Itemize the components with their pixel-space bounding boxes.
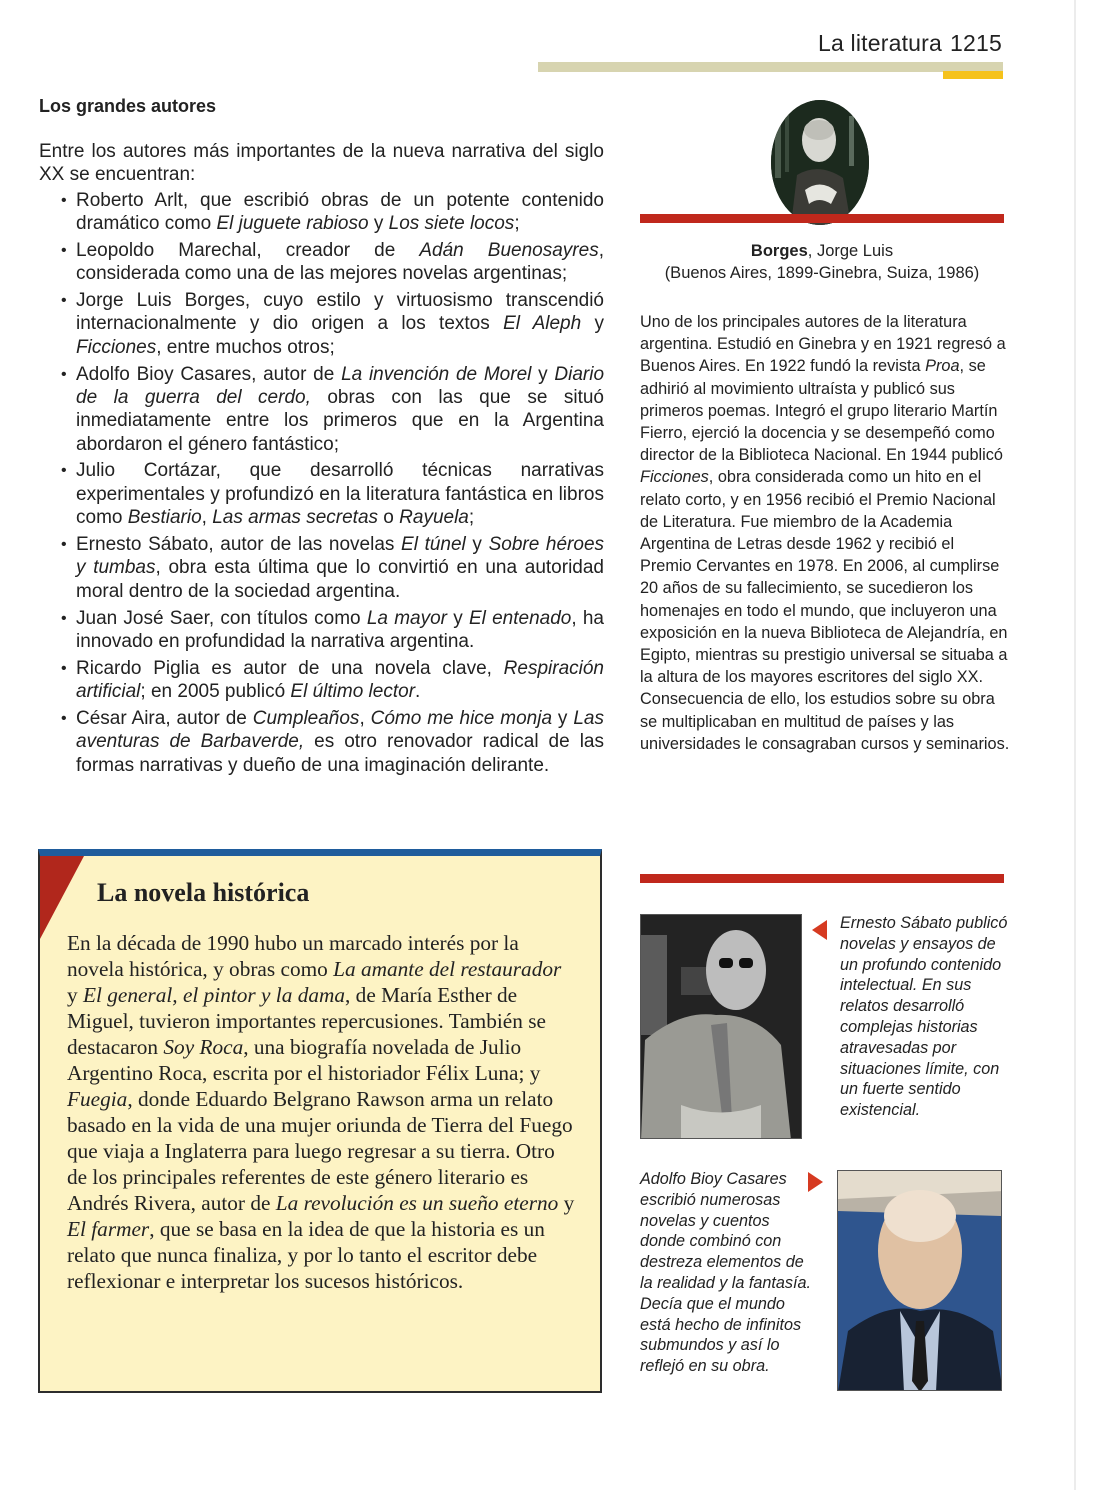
text-run: , se adhirió al movimiento ultraísta y publicó sus primeros poemas. Integró el grupo literario Martín Fierro, ejerció la docencia y se desempeñó como director de la Biblioteca Nacional. En 1944 publicó <box>640 357 1003 465</box>
work-title: Ficciones <box>76 336 157 358</box>
work-title: La mayor <box>366 607 448 629</box>
running-head <box>818 30 1002 57</box>
bioy-casares-photo <box>837 1170 1002 1391</box>
text-run: o <box>378 507 400 529</box>
box-corner-accent <box>40 856 84 939</box>
text-run: Leopoldo Marechal, creador de <box>76 239 420 261</box>
work-title: Diario de la guerra del cerdo, <box>76 363 605 408</box>
work-title: Adán Buenosayres <box>419 239 599 261</box>
text-run: , de María Esther de Miguel, tuvieron importantes repercusiones. También se destacaron <box>67 983 546 1059</box>
historical-novel-box <box>38 849 602 1393</box>
text-run: ; en 2005 publicó <box>140 681 291 703</box>
text-run: y <box>67 983 83 1007</box>
work-title: El túnel <box>401 533 466 555</box>
work-title: La invención de Morel <box>341 363 532 385</box>
text-run: Uno de los principales autores de la literatura argentina. Estudió en Ginebra y en 1921 regresó a Buenos Aires. En 1922 fundó la revista <box>640 313 1006 376</box>
work-title: El general, el pintor y la dama <box>82 983 346 1007</box>
text-run: Ricardo Piglia es autor de una novela clave, <box>76 657 504 679</box>
work-title: Soy Roca <box>163 1035 244 1059</box>
portrait-image-icon <box>771 100 869 225</box>
work-title: Proa <box>925 357 960 376</box>
text-run: En la década de 1990 hubo un marcado interés por la novela histórica, y obras como <box>67 931 519 981</box>
header-rule <box>538 62 1003 72</box>
work-title: Cómo me hice monja <box>370 707 553 729</box>
work-title: Los siete locos <box>388 213 515 235</box>
work-title: La amante del restaurador <box>333 957 562 981</box>
photo-image-icon <box>838 1171 1002 1391</box>
text-run: obras con las que se situó inmediatamente entre los primeros que en la Argentina abordaron el género fantástico; <box>76 386 604 455</box>
work-title: Rayuela <box>399 507 469 529</box>
text-run: y <box>447 607 469 629</box>
work-title: El juguete rabioso <box>216 213 369 235</box>
box-body <box>67 930 577 1294</box>
text-run: y <box>465 533 489 555</box>
bioy-caption: Adolfo Bioy Casares escribió numerosas novelas y cuentos donde combinó con destreza elementos de la realidad y la fantasía. Decía que el mundo está hecho de infinitos submundos y así lo reflejó en su obra. <box>640 1170 811 1376</box>
text-run: , obra considerada como un hito en el relato corto, y en 1956 recibió el Premio Nacional de Literatura. Fue miembro de la Academia Argentina de Letras desde 1962 y recibió el Premio Cervantes en 1978. En 2006, al cumplirse 20 años de su fallecimiento, se sucedieron los homenajes en todo el mundo, que incluyeron una exposición en la nueva Biblioteca de Alejandría, en Egipto, mientras su prestigio universal se situaba a la altura de los mayores escritores del siglo XX. Consecuencia de ello, los estudios sobre su obra se multiplicaban en multitud de países y las universidades le consagraban cursos y seminarios. <box>640 468 1010 753</box>
text-run: es otro renovador radical de las formas narrativas y dueño de una imaginación delirante. <box>76 731 604 776</box>
page-number: 1215 <box>950 30 1002 56</box>
red-divider-bottom <box>640 874 1004 883</box>
page-spine-edge <box>1074 0 1076 1490</box>
text-run: , que se basa en la idea de que la historia es un relato que nunca finaliza, y por lo tanto el escritor debe reflexionar e interpretar los sucesos históricos. <box>67 1217 545 1293</box>
author-list-item <box>76 533 604 603</box>
pointer-left-icon <box>812 920 827 940</box>
author-list-item <box>76 363 604 457</box>
author-list-item <box>76 289 604 359</box>
authors-list <box>76 189 604 777</box>
work-title: Fuegia <box>67 1087 128 1111</box>
text-run: , considerada como una de las mejores novelas argentinas; <box>76 239 604 285</box>
work-title: Bestiario <box>127 507 202 529</box>
text-run: y <box>368 213 389 235</box>
text-run: Adolfo Bioy Casares, autor de <box>76 363 342 385</box>
borges-biography <box>640 311 1010 755</box>
work-title: Cumpleaños <box>252 707 360 729</box>
author-list-item <box>76 239 604 286</box>
red-divider-top <box>640 214 1004 223</box>
text-run: y <box>581 313 605 335</box>
work-title: El Aleph <box>503 313 582 335</box>
borges-portrait <box>771 100 869 225</box>
text-run: , una biografía novelada de Julio Argentino Roca, escrita por el historiador Félix Luna; y <box>67 1035 541 1085</box>
intro-paragraph: Entre los autores más importantes de la nueva narrativa del siglo XX se encuentran: <box>39 141 604 186</box>
text-run: y <box>558 1191 575 1215</box>
text-run: Juan José Saer, con títulos como <box>76 607 367 629</box>
text-run: Julio Cortázar, que desarrolló técnicas narrativas experimentales y profundizó en la literatura fantástica en libros como <box>76 460 604 529</box>
pointer-right-icon <box>808 1172 823 1192</box>
author-list-item <box>76 459 604 529</box>
borges-surname: Borges <box>750 242 808 260</box>
header-color-tab <box>943 71 1003 79</box>
author-list-item <box>76 657 604 704</box>
work-title: El entenado <box>468 607 572 629</box>
text-run: , ha innovado en profundidad la narrativa argentina. <box>76 607 604 652</box>
text-run: y <box>552 707 574 729</box>
text-run: , donde Eduardo Belgrano Rawson arma un relato basado en la vida de una mujer oriunda de Tierra del Fuego que viaja a Inglaterra para luego regresar a su tierra. Otro de los principales referentes de este género literario es Andrés Rivera, autor de <box>67 1087 573 1215</box>
section-title: La literatura <box>817 30 943 56</box>
borges-caption <box>640 240 1004 284</box>
sabato-photo <box>640 914 802 1139</box>
borges-dates: (Buenos Aires, 1899-Ginebra, Suiza, 1986) <box>664 264 980 282</box>
text-run: César Aira, autor de <box>76 707 253 729</box>
work-title: El farmer <box>67 1217 150 1241</box>
main-column <box>39 96 604 780</box>
work-title: Las armas secretas <box>212 507 379 529</box>
text-run: , <box>359 707 371 729</box>
photo-image-icon <box>641 915 802 1139</box>
work-title: El último lector <box>290 681 416 703</box>
box-title: La novela histórica <box>97 878 310 907</box>
text-run: y <box>531 363 555 385</box>
text-run: ; <box>468 507 475 529</box>
work-title: Ficciones <box>640 468 709 487</box>
author-list-item <box>76 607 604 654</box>
author-list-item <box>76 707 604 777</box>
text-run: Jorge Luis Borges, cuyo estilo y virtuosismo transcendió internacionalmente y dio origen a los textos <box>76 290 604 335</box>
text-run: Ernesto Sábato, autor de las novelas <box>76 533 402 555</box>
borges-given-name: , Jorge Luis <box>807 242 894 260</box>
work-title: Las aventuras de Barbaverde, <box>76 707 604 753</box>
sabato-caption: Ernesto Sábato publicó novelas y ensayos de un profundo contenido intelectual. En sus relatos desarrolló complejas historias atravesadas por situaciones límite, con un fuerte sentido existencial. <box>840 914 1008 1120</box>
text-run: , <box>201 507 213 529</box>
author-list-item <box>76 189 604 236</box>
text-run: , entre muchos otros; <box>156 336 335 358</box>
text-run: , obra esta última que lo convirtió en una autoridad moral dentro de la sociedad argentina. <box>76 557 604 602</box>
section-heading: Los grandes autores <box>39 96 217 116</box>
work-title: Respiración artificial <box>76 657 604 703</box>
text-run: Roberto Arlt, que escribió obras de un potente contenido dramático como <box>76 189 604 235</box>
text-run: ; <box>514 213 520 235</box>
text-run: . <box>415 681 421 703</box>
work-title: Sobre héroes y tumbas <box>76 533 605 579</box>
work-title: La revolución es un sueño eterno <box>275 1191 559 1215</box>
